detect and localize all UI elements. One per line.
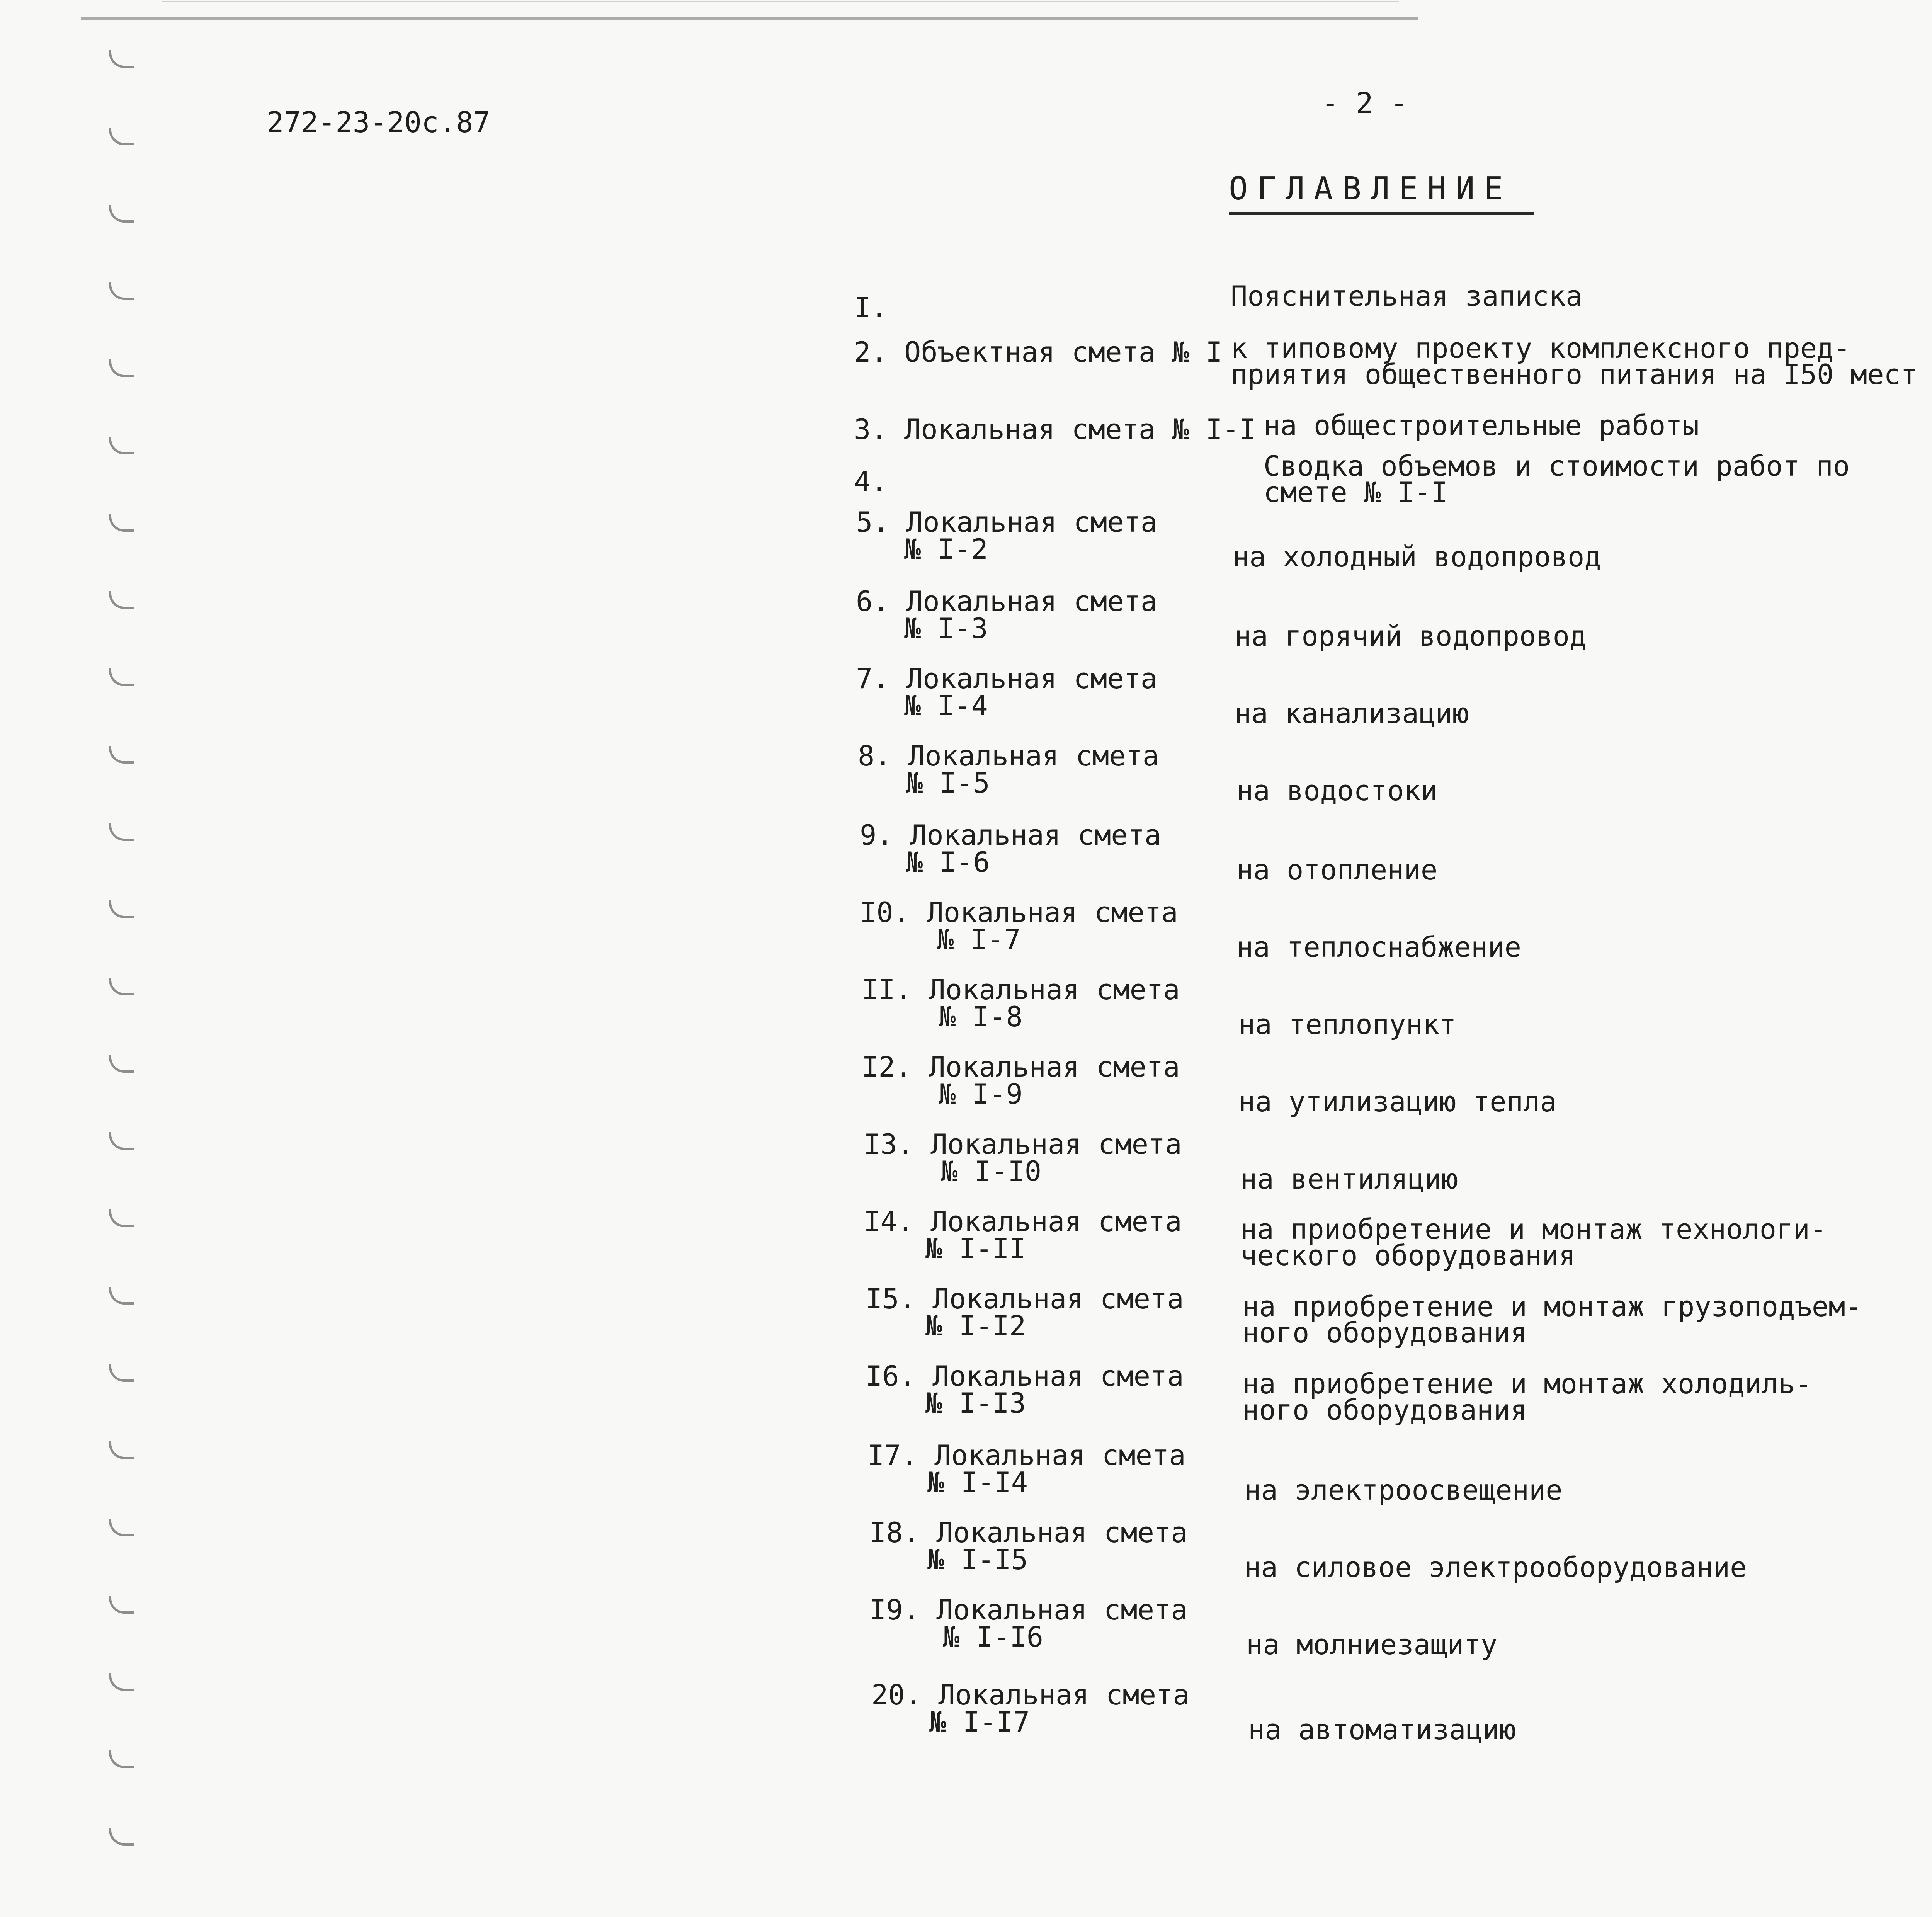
toc-entry-estimate-number: № I-I5 [927, 1543, 1028, 1576]
toc-entry-description: Пояснительная записка [1231, 280, 1583, 312]
toc-entry-estimate-number: № I-I7 [929, 1706, 1030, 1738]
binding-mark [109, 1209, 134, 1227]
toc-entry-section: I2. Локальная смета [862, 1051, 1180, 1083]
toc-entry-estimate-number: № I-6 [906, 846, 990, 878]
toc-entry-section: I9. Локальная смета [869, 1594, 1188, 1626]
binding-mark [109, 1055, 134, 1073]
toc-entry-section: I5. Локальная смета [866, 1283, 1184, 1315]
binding-mark [109, 359, 134, 377]
toc-entry-description-continued: ческого оборудования [1240, 1239, 1575, 1272]
binding-mark [109, 1287, 134, 1305]
toc-entry-section: I. [854, 291, 888, 324]
toc-entry-description: на утилизацию тепла [1238, 1085, 1557, 1118]
toc-entry-description: на приобретение и монтаж технологи- [1240, 1213, 1827, 1245]
binding-mark [109, 50, 134, 68]
toc-entry-section: I8. Локальная смета [869, 1516, 1188, 1549]
toc-entry-estimate-number: № I-8 [939, 1000, 1023, 1033]
page-number: - 2 - [1321, 87, 1408, 120]
toc-entry-section: 4. [854, 465, 888, 498]
toc-entry-section: 2. Объектная смета № I [854, 336, 1223, 368]
binding-mark [109, 128, 134, 145]
binding-mark [109, 668, 134, 686]
toc-title: ОГЛАВЛЕНИЕ [1229, 170, 1512, 207]
binding-mark [109, 437, 134, 454]
toc-entry-section: 6. Локальная смета [856, 585, 1158, 617]
toc-entry-estimate-number: № I-3 [904, 612, 988, 645]
toc-entry-description: к типовому проекту комплексного пред- [1231, 332, 1850, 364]
binding-mark [109, 1673, 134, 1691]
binding-mark [109, 1596, 134, 1614]
toc-entry-description-continued: ного оборудования [1242, 1394, 1527, 1426]
binding-mark [109, 746, 134, 764]
toc-entry-description: на холодный водопровод [1233, 541, 1601, 573]
binding-mark [109, 282, 134, 300]
toc-entry-description: на автоматизацию [1248, 1713, 1516, 1746]
toc-entry-description: на отопление [1236, 854, 1438, 886]
toc-entry-description: на силовое электрооборудование [1244, 1551, 1747, 1584]
toc-entry-section: I6. Локальная смета [866, 1360, 1184, 1392]
toc-entry-section: 20. Локальная смета [871, 1679, 1190, 1711]
toc-entry-estimate-number: № I-7 [937, 923, 1021, 956]
binding-mark [109, 823, 134, 841]
toc-entry-section: 3. Локальная смета № I-I [854, 413, 1256, 446]
binding-mark [109, 514, 134, 532]
toc-entry-description: на общестроительные работы [1264, 409, 1699, 442]
toc-entry-description: на приобретение и монтаж грузоподъем- [1242, 1290, 1862, 1323]
toc-entry-estimate-number: № I-2 [904, 533, 988, 565]
binding-mark [109, 591, 134, 609]
toc-entry-estimate-number: № I-I4 [927, 1466, 1028, 1499]
toc-entry-estimate-number: № I-4 [904, 689, 988, 722]
toc-title-underline [1229, 212, 1534, 215]
toc-entry-description: на приобретение и монтаж холодиль- [1242, 1368, 1812, 1400]
toc-entry-estimate-number: № I-I3 [925, 1387, 1026, 1419]
binding-mark [109, 1441, 134, 1459]
toc-entry-description: на электроосвещение [1244, 1474, 1563, 1506]
document-code: 272-23-20с.87 [267, 106, 491, 139]
toc-entry-estimate-number: № I-I6 [943, 1621, 1044, 1653]
toc-entry-estimate-number: № I-5 [906, 767, 990, 799]
binding-mark [109, 1132, 134, 1150]
toc-entry-estimate-number: № I-I2 [925, 1310, 1026, 1342]
binding-mark [109, 1750, 134, 1768]
binding-mark [109, 900, 134, 918]
toc-entry-description: на вентиляцию [1240, 1163, 1458, 1195]
top-rule [81, 17, 1418, 20]
toc-entry-description: на горячий водопровод [1235, 620, 1587, 652]
toc-entry-estimate-number: № I-II [925, 1232, 1026, 1265]
binding-mark [109, 978, 134, 995]
toc-entry-section: I4. Локальная смета [864, 1205, 1182, 1238]
toc-entry-description: на молниезащиту [1246, 1628, 1498, 1661]
toc-entry-section: 8. Локальная смета [858, 740, 1160, 772]
toc-entry-description: на водостоки [1236, 774, 1438, 807]
toc-entry-estimate-number: № I-9 [939, 1078, 1023, 1110]
toc-entry-description-continued: приятия общественного питания на I50 мест [1231, 358, 1918, 391]
toc-entry-section: I7. Локальная смета [867, 1439, 1186, 1471]
toc-entry-description: Сводка объемов и стоимости работ по [1264, 450, 1850, 482]
top-rule-faint [162, 1, 1399, 2]
toc-entry-description-continued: смете № I-I [1264, 476, 1448, 509]
toc-entry-section: 9. Локальная смета [860, 819, 1162, 851]
binding-mark [109, 1519, 134, 1536]
toc-entry-description: на теплопункт [1238, 1008, 1456, 1041]
toc-entry-section: I0. Локальная смета [860, 896, 1178, 929]
toc-entry-estimate-number: № I-I0 [941, 1155, 1042, 1187]
toc-entry-section: II. Локальная смета [862, 973, 1180, 1006]
binding-mark [109, 1364, 134, 1382]
toc-entry-section: 5. Локальная смета [856, 506, 1158, 538]
binding-mark [109, 1828, 134, 1846]
binding-mark [109, 205, 134, 223]
toc-entry-description-continued: ного оборудования [1242, 1317, 1527, 1349]
toc-entry-description: на теплоснабжение [1236, 931, 1521, 963]
toc-entry-section: I3. Локальная смета [864, 1128, 1182, 1160]
toc-entry-section: 7. Локальная смета [856, 662, 1158, 695]
toc-entry-description: на канализацию [1235, 697, 1469, 730]
